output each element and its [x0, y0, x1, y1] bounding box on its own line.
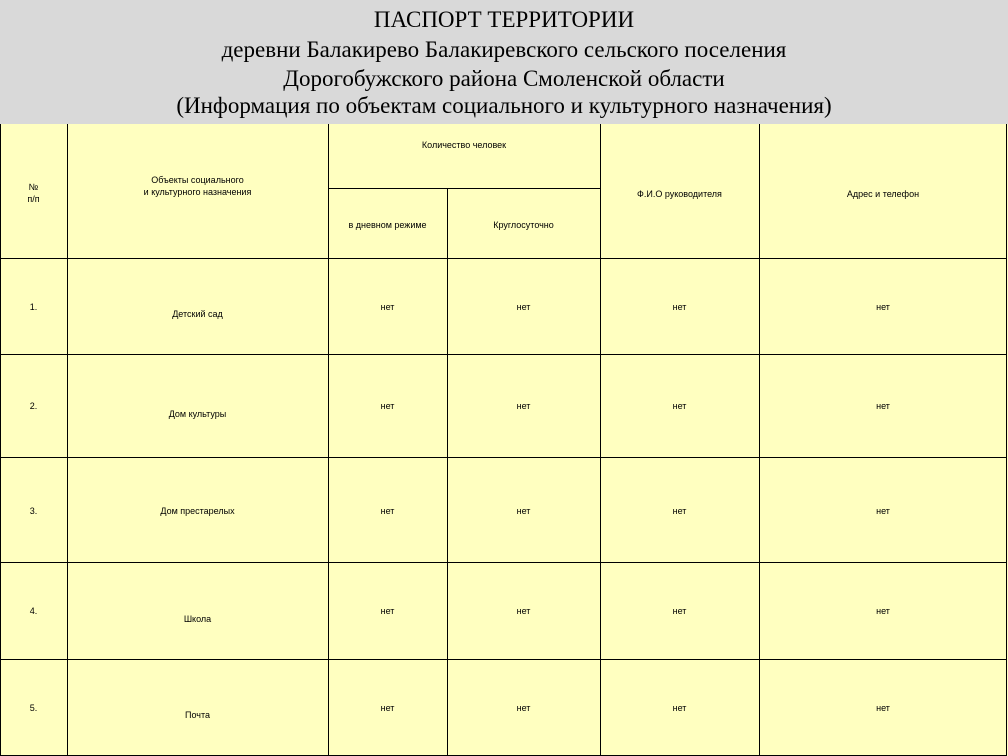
header-num-line1: №: [28, 182, 39, 192]
table-rule: [67, 124, 68, 756]
row-head: нет: [672, 506, 687, 516]
row-day: нет: [380, 401, 395, 411]
row-round: нет: [516, 302, 531, 312]
social-objects-table: [0, 124, 1008, 756]
table-rule: [600, 124, 601, 756]
table-rule: [0, 457, 1007, 458]
table-rule: [0, 354, 1007, 355]
row-num: 4.: [29, 606, 38, 616]
row-object: Дом культуры: [168, 409, 227, 419]
document-title: [0, 0, 1008, 124]
header-object: [67, 174, 328, 198]
header-num: [0, 181, 67, 205]
title-line-1: ПАСПОРТ ТЕРРИТОРИИ: [373, 7, 635, 32]
row-address: нет: [876, 401, 890, 411]
table-rule: [328, 188, 600, 189]
row-head: нет: [672, 302, 687, 312]
header-object-line1: Объекты социального: [151, 175, 244, 185]
row-object: Дом престарелых: [160, 506, 235, 516]
row-address: нет: [876, 606, 890, 616]
header-round-clock: Круглосуточно: [493, 220, 554, 230]
row-num: 1.: [29, 302, 38, 312]
header-head-name: Ф.И.О руководителя: [637, 189, 722, 199]
row-object: Почта: [185, 710, 210, 720]
row-head: нет: [672, 401, 687, 411]
row-day: нет: [380, 703, 395, 713]
row-head: нет: [672, 703, 687, 713]
row-object: Детский сад: [172, 309, 223, 319]
row-num: 3.: [29, 506, 38, 516]
title-line-4: (Информация по объектам социального и культурного назначения): [176, 93, 832, 118]
row-address: нет: [876, 302, 890, 312]
row-day: нет: [380, 302, 395, 312]
row-object: Школа: [183, 614, 212, 624]
table-rule: [0, 659, 1007, 660]
header-count-group: Количество человек: [421, 140, 507, 150]
row-day: нет: [380, 606, 395, 616]
table-rule: [0, 562, 1007, 563]
row-head: нет: [672, 606, 687, 616]
header-address-phone: Адрес и телефон: [846, 189, 920, 199]
row-round: нет: [516, 401, 531, 411]
table-rule: [447, 188, 448, 756]
row-round: нет: [516, 506, 531, 516]
row-round: нет: [516, 606, 531, 616]
row-address: нет: [876, 703, 890, 713]
header-object-line2: и культурного назначения: [143, 187, 252, 197]
title-line-2: деревни Балакирево Балакиревского сельского поселения: [221, 37, 787, 62]
table-rule: [0, 124, 1, 756]
row-num: 2.: [29, 401, 38, 411]
table-rule: [0, 258, 1007, 259]
row-day: нет: [380, 506, 395, 516]
row-num: 5.: [29, 703, 38, 713]
table-rule: [1006, 124, 1007, 756]
title-line-3: Дорогобужского района Смоленской области: [283, 66, 725, 91]
header-num-line2: п/п: [27, 194, 40, 204]
row-round: нет: [516, 703, 531, 713]
row-address: нет: [876, 506, 890, 516]
table-rule: [759, 124, 760, 756]
header-day-mode: в дневном режиме: [348, 220, 427, 230]
